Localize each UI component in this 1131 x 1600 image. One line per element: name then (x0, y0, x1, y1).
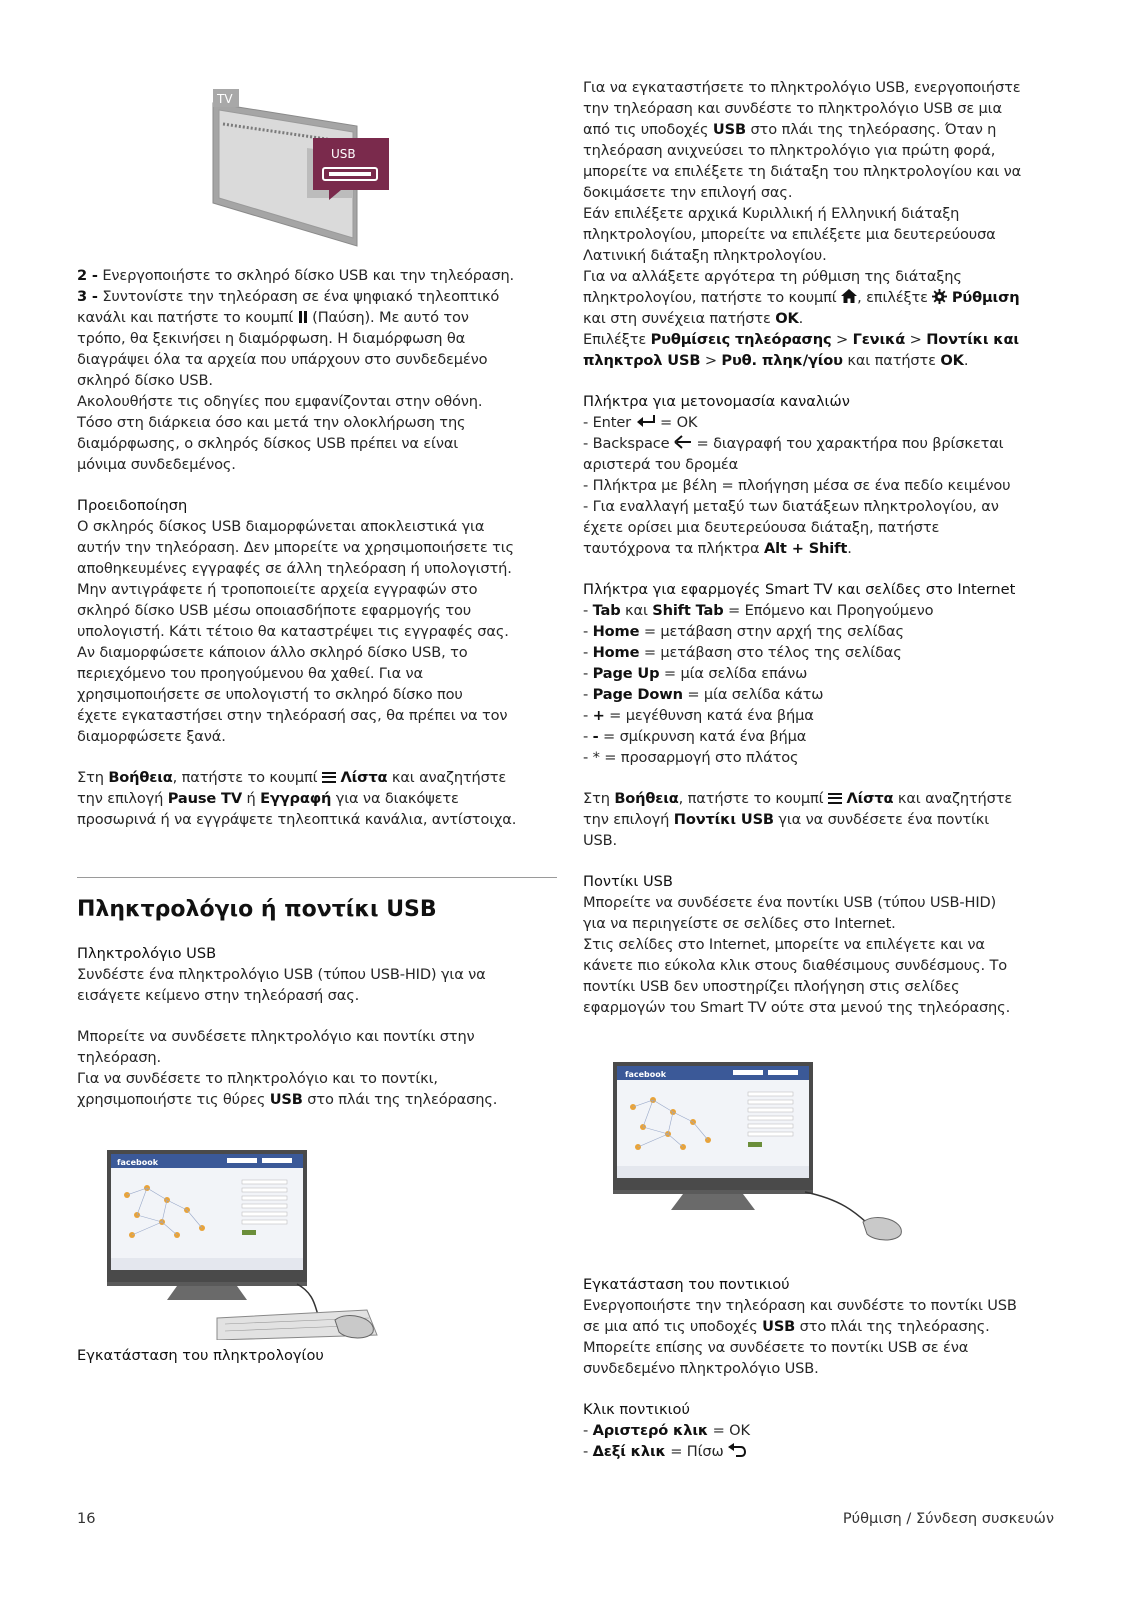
smart-desc: = μία σελίδα κάτω (682, 686, 824, 703)
smart-prefix: - (583, 686, 593, 703)
record-term: Εγγραφή (260, 790, 332, 807)
keyboard-line-1: Συνδέστε ένα πληκτρολόγιο USB (τύπου USB-HID) για να (77, 966, 486, 983)
mouse-line: για να περιηγείστε σε σελίδες στο Internet. (583, 915, 896, 932)
help-link[interactable]: Βοήθεια (108, 769, 173, 786)
warning-line: έχετε εγκαταστήσει στην τηλεόρασή σας, θα πρέπει να τον (77, 707, 508, 724)
step-2-number: 2 - (77, 267, 98, 284)
help-line-1 (77, 768, 557, 789)
usb-term: USB (269, 1091, 303, 1108)
install-line: δοκιμάσετε την επιλογή σας. (583, 184, 793, 201)
install-text: Επιλέξτε (583, 331, 647, 348)
keyboard-line-6 (77, 1090, 557, 1111)
list-icon (322, 772, 336, 783)
rename-heading: Πλήκτρα για μετονομασία καναλιών (583, 393, 850, 410)
keyboard-line-4: τηλεόραση. (77, 1049, 162, 1066)
smart-prefix: - (583, 728, 593, 745)
help-text: , πατήστε το κουμπί (678, 790, 824, 807)
help-line-3: προσωρινά ή να εγγράψετε τηλεοπτικά κανάλια, αντίστοιχα. (77, 811, 517, 828)
install-line (583, 288, 1063, 309)
smart-item (583, 664, 1063, 685)
install-mouse-heading: Εγκατάσταση του ποντικιού (583, 1276, 790, 1293)
install-line: Για να αλλάξετε αργότερα τη ρύθμιση της διάταξης (583, 268, 962, 285)
warning-line: υπολογιστή. Κάτι τέτοιο θα καταστρέψει τις εγγραφές σας. (77, 623, 509, 640)
rename-text: - Enter (583, 414, 632, 431)
install-line: πληκτρολογίου, μπορείτε να επιλέξετε μια δευτερεύουσα (583, 226, 996, 243)
facebook-logo: facebook (625, 1070, 667, 1079)
tv-usb-illustration (207, 88, 487, 258)
facebook-logo: facebook (117, 1158, 159, 1167)
rename-line: - Για εναλλαγή μεταξύ των διατάξεων πληκτρολογίου, αν (583, 498, 999, 515)
step-3 (77, 287, 557, 308)
step-3-number: 3 - (77, 288, 98, 305)
smart-prefix: - (583, 623, 593, 640)
install-mouse-text: στο πλάι της τηλεόρασης. (799, 1318, 990, 1335)
warning-line: περιεχόμενο του προηγούμενου θα χαθεί. Για να (77, 665, 424, 682)
usb-port-label: USB (331, 147, 356, 161)
rename-text: ταυτόχρονα τα πλήκτρα (583, 540, 760, 557)
help-line-3: USB. (583, 832, 617, 849)
rename-text: = διαγραφή του χαρακτήρα που βρίσκεται (696, 435, 1004, 452)
help-text: για να συνδέσετε ένα ποντίκι (778, 811, 989, 828)
help-text: , πατήστε το κουμπί (172, 769, 318, 786)
gear-icon (932, 289, 947, 304)
install-text: στο πλάι της τηλεόρασης. Όταν η (750, 121, 997, 138)
enter-icon (636, 414, 656, 428)
usb-term: USB (712, 121, 746, 138)
warning-line: Αν διαμορφώσετε κάποιον άλλο σκληρό δίσκο USB, το (77, 644, 468, 661)
home-icon (841, 289, 857, 303)
mouse-line: εφαρμογών του Smart TV ούτε στα μενού της τηλεόρασης. (583, 999, 1011, 1016)
install-line: μπορείτε να επιλέξετε τη διάταξη του πληκτρολογίου και να (583, 163, 1022, 180)
smart-desc: = μεγέθυνση κατά ένα βήμα (604, 707, 814, 724)
rename-line: έχετε ορίσει μια δευτερεύουσα διάταξη, πατήστε (583, 519, 940, 536)
list-label: Λίστα (340, 769, 388, 786)
smart-prefix: - (583, 644, 593, 661)
warning-line: αποθηκευμένες εγγραφές σε άλλη τηλεόραση ή υπολογιστή. (77, 560, 512, 577)
step-3-line-2b: (Παύση). Με αυτό τον (312, 309, 469, 326)
smart-key: - (592, 728, 599, 745)
install-line (583, 330, 1063, 351)
help-line-2 (77, 789, 557, 810)
mouse-tv-illustration (613, 1062, 913, 1242)
mouse-line: ποντίκι USB δεν υποστηρίζει πλοήγηση στις σελίδες (583, 978, 960, 995)
help-link[interactable]: Βοήθεια (614, 790, 679, 807)
keyboard-line-5: Για να συνδέσετε το πληκτρολόγιο και το ποντίκι, (77, 1070, 438, 1087)
keyboard-heading: Πληκτρολόγιο USB (77, 945, 217, 962)
install-line: και στη συνέχεια πατήστε OK. (583, 310, 804, 327)
rename-text: - Backspace (583, 435, 670, 452)
mouse-line: Στις σελίδες στο Internet, μπορείτε να επιλέγετε και να (583, 936, 985, 953)
smart-desc: * = προσαρμογή στο πλάτος (592, 749, 799, 766)
right-click-term: Δεξί κλικ (592, 1443, 666, 1460)
left-click-item (583, 1421, 1063, 1442)
section-divider (77, 877, 557, 878)
smart-heading: Πλήκτρα για εφαρμογές Smart TV και σελίδες στο Internet (583, 581, 1016, 598)
install-mouse-text: σε μια από τις υποδοχές (583, 1318, 758, 1335)
keyboard-settings-term: Ρυθ. πληκ/γίου (721, 352, 843, 369)
install-text: πληκτρολογίου, πατήστε το κουμπί (583, 289, 837, 306)
ok-term: OK (940, 352, 964, 369)
rename-text: = OK (660, 414, 698, 431)
smart-key: Shift Tab (652, 602, 724, 619)
follow-line-3: διαμόρφωσης, ο σκληρός δίσκος USB πρέπει να είναι (77, 435, 459, 452)
warning-line: Ο σκληρός δίσκος USB διαμορφώνεται αποκλειστικά για (77, 518, 485, 535)
step-3-line-2a: κανάλι και πατήστε το κουμπί (77, 309, 294, 326)
ok-term: OK (775, 310, 799, 327)
step-2-text: Ενεργοποιήστε το σκληρό δίσκο USB και την τηλεόραση. (102, 267, 515, 284)
smart-key: Page Down (592, 686, 683, 703)
smart-desc: = μετάβαση στην αρχή της σελίδας (639, 623, 904, 640)
step-3-line-3: τρόπο, θα ξεκινήσει η διαμόρφωση. Η διαμόρφωση θα (77, 330, 466, 347)
smart-prefix: - (583, 665, 593, 682)
step-3-line-4: διαγράψει όλα τα αρχεία που υπάρχουν στο συνδεδεμένο (77, 351, 488, 368)
footer-section: Ρύθμιση / Σύνδεση συσκευών (842, 1510, 1054, 1527)
back-icon (728, 1443, 746, 1457)
right-click-item (583, 1442, 1063, 1463)
keyboard-line-3: Μπορείτε να συνδέσετε πληκτρολόγιο και ποντίκι στην (77, 1028, 475, 1045)
help-text: την επιλογή (77, 790, 164, 807)
follow-line-2: Τόσο στη διάρκεια όσο και μετά την ολοκλήρωση της (77, 414, 466, 431)
install-text: από τις υποδοχές (583, 121, 709, 138)
smart-item (583, 706, 1063, 727)
help-line-1 (583, 789, 1063, 810)
click-desc: = Πίσω (665, 1443, 724, 1460)
help-line-2 (583, 810, 1063, 831)
list-icon (828, 793, 842, 804)
install-mouse-line: Μπορείτε επίσης να συνδέσετε το ποντίκι USB σε ένα (583, 1339, 969, 1356)
pause-tv-term: Pause TV (167, 790, 243, 807)
follow-line-1: Ακολουθήστε τις οδηγίες που εμφανίζονται στην οθόνη. (77, 393, 483, 410)
mouse-heading: Ποντίκι USB (583, 873, 673, 890)
separator: > (704, 352, 717, 369)
mouse-keyboard-term: Ποντίκι και (926, 331, 1019, 348)
rename-line: - Πλήκτρα με βέλη = πλοήγηση μέσα σε ένα πεδίο κειμένου (583, 477, 1011, 494)
install-line: Λατινική διάταξη πληκτρολογίου. (583, 247, 827, 264)
help-text: για να διακόψετε (335, 790, 459, 807)
install-keyboard-heading: Εγκατάσταση του πληκτρολογίου (77, 1347, 324, 1364)
smart-prefix: - (583, 707, 593, 724)
smart-item (583, 748, 1063, 769)
step-2 (77, 266, 557, 287)
warning-heading: Προειδοποίηση (77, 497, 188, 514)
warning-line: αυτήν την τηλεόραση. Δεν μπορείτε να χρησιμοποιήσετε τις (77, 539, 514, 556)
separator: > (909, 331, 922, 348)
install-text: , επιλέξτε (857, 289, 928, 306)
usb-term: USB (762, 1318, 796, 1335)
warning-line: σκληρό δίσκο USB μέσω οποιασδήποτε εφαρμογής του (77, 602, 472, 619)
keyboard-tv-illustration (107, 1150, 407, 1340)
install-text: και στη συνέχεια πατήστε (583, 310, 771, 327)
smart-prefix: - (583, 602, 593, 619)
warning-line: Μην αντιγράφετε ή τροποποιείτε αρχεία εγγραφών στο (77, 581, 478, 598)
install-line: τηλεόραση ανιχνεύσει το πληκτρολόγιο για πρώτη φορά, (583, 142, 996, 159)
smart-desc: = Επόμενο και Προηγούμενο (723, 602, 934, 619)
mouse-line: Μπορείτε να συνδέσετε ένα ποντίκι USB (τύπου USB-HID) (583, 894, 997, 911)
help-text: Στη (583, 790, 610, 807)
tv-label: TV (217, 92, 233, 106)
click-prefix: - (583, 1422, 593, 1439)
usb-mouse-term: Ποντίκι USB (673, 811, 774, 828)
help-text: Στη (77, 769, 104, 786)
tv-settings-term: Ρυθμίσεις τηλεόρασης (650, 331, 832, 348)
keyboard-text: χρησιμοποιήστε τις θύρες (77, 1091, 266, 1108)
help-text: και αναζητήστε (897, 790, 1013, 807)
install-text: και πατήστε (847, 352, 936, 369)
rename-backspace (583, 434, 1063, 455)
install-mouse-line: συνδεδεμένο πληκτρολόγιο USB. (583, 1360, 819, 1377)
smart-key: Home (592, 623, 640, 640)
section-title: Πληκτρολόγιο ή ποντίκι USB (77, 897, 437, 922)
smart-item (583, 601, 1063, 622)
left-click-term: Αριστερό κλικ (592, 1422, 709, 1439)
step-3-line-5: σκληρό δίσκο USB. (77, 372, 213, 389)
follow-line-4: μόνιμα συνδεδεμένος. (77, 456, 236, 473)
smart-text: και (620, 602, 653, 619)
help-text: την επιλογή (583, 811, 670, 828)
backspace-arrow-icon (674, 435, 692, 449)
smart-key: Page Up (592, 665, 660, 682)
general-term: Γενικά (852, 331, 906, 348)
separator: > (835, 331, 849, 348)
smart-item (583, 622, 1063, 643)
page-number: 16 (77, 1510, 96, 1527)
smart-desc: = μία σελίδα επάνω (659, 665, 808, 682)
smart-item (583, 685, 1063, 706)
install-mouse-line (583, 1317, 1063, 1338)
alt-shift-term: Alt + Shift (763, 540, 848, 557)
usb-keyboard-term: πληκτρολ USB (583, 352, 701, 369)
rename-line: αριστερά του δρομέα (583, 456, 739, 473)
smart-key: + (592, 707, 605, 724)
install-line (583, 120, 1063, 141)
smart-key: Home (592, 644, 640, 661)
warning-line: χρησιμοποιήσετε σε υπολογιστή το σκληρό δίσκο που (77, 686, 463, 703)
step-3-line-1: Συντονίστε την τηλεόραση σε ένα ψηφιακό τηλεοπτικό (102, 288, 500, 305)
step-3-line-2 (77, 308, 557, 329)
rename-enter (583, 413, 1063, 434)
mouse-line: κάνετε πιο εύκολα κλικ στους διαθέσιμους συνδέσμους. Το (583, 957, 1008, 974)
install-line: πληκτρολ USB > Ρυθ. πληκ/γίου και πατήστε OK. (583, 352, 969, 369)
setup-term: Ρύθμιση (951, 289, 1020, 306)
smart-key: Tab (592, 602, 621, 619)
click-prefix: - (583, 1443, 593, 1460)
install-line: Εάν επιλέξετε αρχικά Κυριλλική ή Ελληνική διάταξη (583, 205, 960, 222)
warning-line: διαμορφώσετε ξανά. (77, 728, 226, 745)
help-text: ή (246, 790, 256, 807)
click-heading: Κλικ ποντικιού (583, 1401, 690, 1418)
smart-desc: = μετάβαση στο τέλος της σελίδας (639, 644, 902, 661)
smart-prefix: - (583, 749, 593, 766)
smart-desc: = σμίκρυνση κατά ένα βήμα (598, 728, 807, 745)
click-desc: = OK (708, 1422, 750, 1439)
install-mouse-line: Ενεργοποιήστε την τηλεόραση και συνδέστε το ποντίκι USB (583, 1297, 1017, 1314)
install-line: Για να εγκαταστήσετε το πληκτρολόγιο USB, ενεργοποιήστε (583, 79, 1021, 96)
keyboard-line-2: εισάγετε κείμενο στην τηλεόρασή σας. (77, 987, 360, 1004)
help-text: και αναζητήστε (391, 769, 507, 786)
install-line: την τηλεόραση και συνδέστε το πληκτρολόγιο USB σε μια (583, 100, 1002, 117)
keyboard-text: στο πλάι της τηλεόρασης. (307, 1091, 498, 1108)
pause-icon (298, 311, 308, 323)
smart-item (583, 643, 1063, 664)
list-label: Λίστα (846, 790, 894, 807)
rename-line: ταυτόχρονα τα πλήκτρα Alt + Shift. (583, 540, 852, 557)
smart-item (583, 727, 1063, 748)
